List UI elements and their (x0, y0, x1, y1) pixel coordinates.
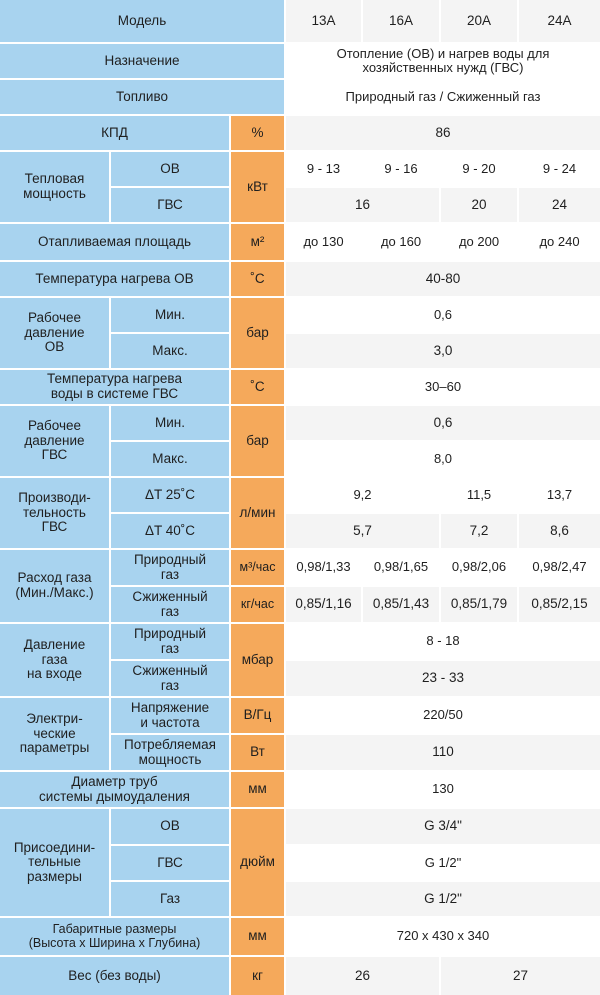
gvs-pressure-min-value: 0,6 (286, 406, 600, 440)
connections-ov-label: ОВ (111, 809, 229, 844)
electric-power-unit: Вт (231, 735, 284, 770)
electric-voltage-unit: В/Гц (231, 698, 284, 733)
model-label: Модель (0, 0, 284, 42)
efficiency-unit: % (231, 116, 284, 150)
ov-pressure-label: Рабочее давление ОВ (0, 298, 109, 368)
electric-power-value: 110 (286, 735, 600, 770)
ov-temperature-unit: ˚С (231, 262, 284, 296)
gas-consumption-liquefied-24a: 0,85/2,15 (519, 587, 600, 622)
purpose-label: Назначение (0, 44, 284, 78)
gas-consumption-natural-20a: 0,98/2,06 (441, 550, 517, 585)
gvs-capacity-dt25-13a-16a: 9,2 (286, 478, 439, 512)
thermal-power-ov-16a: 9 - 16 (363, 152, 439, 186)
gas-consumption-liquefied-unit: кг/час (231, 587, 284, 622)
weight-13a-16a: 26 (286, 957, 439, 995)
fuel-value: Природный газ / Сжиженный газ (286, 80, 600, 114)
inlet-pressure-natural-value: 8 - 18 (286, 624, 600, 659)
gvs-pressure-max-label: Макс. (111, 442, 229, 476)
gvs-capacity-dt40-13a-16a: 5,7 (286, 514, 439, 548)
gas-consumption-liquefied-13a: 0,85/1,16 (286, 587, 361, 622)
inlet-pressure-liquefied-label: Сжиженный газ (111, 661, 229, 696)
model-24a: 24A (519, 0, 600, 42)
heated-area-24a: до 240 (519, 224, 600, 260)
model-16a: 16A (363, 0, 439, 42)
heated-area-13a: до 130 (286, 224, 361, 260)
purpose-value: Отопление (ОВ) и нагрев воды для хозяйственных нужд (ГВС) (286, 44, 600, 78)
efficiency-value: 86 (286, 116, 600, 150)
ov-pressure-min-label: Мин. (111, 298, 229, 332)
gas-consumption-liquefied-label: Сжиженный газ (111, 587, 229, 622)
connections-gas-value: G 1/2" (286, 882, 600, 916)
ov-pressure-max-value: 3,0 (286, 334, 600, 368)
gvs-capacity-dt25-24a: 13,7 (519, 478, 600, 512)
gas-consumption-natural-label: Природный газ (111, 550, 229, 585)
heated-area-20a: до 200 (441, 224, 517, 260)
dimensions-label: Габаритные размеры (Высота x Ширина x Глубина) (0, 918, 229, 955)
gas-consumption-liquefied-20a: 0,85/1,79 (441, 587, 517, 622)
thermal-power-ov-13a: 9 - 13 (286, 152, 361, 186)
weight-20a-24a: 27 (441, 957, 600, 995)
inlet-pressure-natural-label: Природный газ (111, 624, 229, 659)
flue-diameter-label: Диаметр труб системы дымоудаления (0, 772, 229, 807)
thermal-power-ov-24a: 9 - 24 (519, 152, 600, 186)
connections-label: Присоедини- тельные размеры (0, 809, 109, 916)
inlet-pressure-unit: мбар (231, 624, 284, 696)
gvs-capacity-label: Производи- тельность ГВС (0, 478, 109, 548)
thermal-power-gvs-20a: 20 (441, 188, 517, 222)
ov-pressure-unit: бар (231, 298, 284, 368)
model-20a: 20A (441, 0, 517, 42)
thermal-power-gvs-label: ГВС (111, 188, 229, 222)
connections-gvs-value: G 1/2" (286, 846, 600, 880)
gvs-capacity-dt40-20a: 7,2 (441, 514, 517, 548)
fuel-label: Топливо (0, 80, 284, 114)
thermal-power-label: Тепловая мощность (0, 152, 109, 222)
thermal-power-unit: кВт (231, 152, 284, 222)
heated-area-label: Отапливаемая площадь (0, 224, 229, 260)
gvs-temperature-label: Температура нагрева воды в системе ГВС (0, 370, 229, 404)
thermal-power-gvs-13a-16a: 16 (286, 188, 439, 222)
gas-consumption-natural-unit: м³/час (231, 550, 284, 585)
flue-diameter-unit: мм (231, 772, 284, 807)
flue-diameter-value: 130 (286, 772, 600, 807)
model-13a: 13A (286, 0, 361, 42)
dimensions-value: 720 x 430 x 340 (286, 918, 600, 955)
thermal-power-ov-label: ОВ (111, 152, 229, 186)
ov-pressure-min-value: 0,6 (286, 298, 600, 332)
heated-area-unit: м² (231, 224, 284, 260)
gas-consumption-label: Расход газа (Мин./Макс.) (0, 550, 109, 622)
electric-label: Электри- ческие параметры (0, 698, 109, 770)
gvs-capacity-dt40-label: ΔT 40˚С (111, 514, 229, 548)
ov-temperature-label: Температура нагрева ОВ (0, 262, 229, 296)
weight-label: Вес (без воды) (0, 957, 229, 995)
gvs-temperature-unit: ˚С (231, 370, 284, 404)
gvs-pressure-max-value: 8,0 (286, 442, 600, 476)
ov-temperature-value: 40-80 (286, 262, 600, 296)
gvs-pressure-min-label: Мин. (111, 406, 229, 440)
connections-gvs-label: ГВС (111, 846, 229, 880)
gas-consumption-natural-24a: 0,98/2,47 (519, 550, 600, 585)
gas-consumption-natural-16a: 0,98/1,65 (363, 550, 439, 585)
gvs-capacity-unit: л/мин (231, 478, 284, 548)
gvs-capacity-dt40-24a: 8,6 (519, 514, 600, 548)
heated-area-16a: до 160 (363, 224, 439, 260)
ov-pressure-max-label: Макс. (111, 334, 229, 368)
inlet-pressure-liquefied-value: 23 - 33 (286, 661, 600, 696)
connections-gas-label: Газ (111, 882, 229, 916)
electric-power-label: Потребляемая мощность (111, 735, 229, 770)
gvs-capacity-dt25-label: ΔT 25˚С (111, 478, 229, 512)
gas-consumption-natural-13a: 0,98/1,33 (286, 550, 361, 585)
dimensions-unit: мм (231, 918, 284, 955)
electric-voltage-label: Напряжение и частота (111, 698, 229, 733)
efficiency-label: КПД (0, 116, 229, 150)
electric-voltage-value: 220/50 (286, 698, 600, 733)
gvs-capacity-dt25-20a: 11,5 (441, 478, 517, 512)
thermal-power-gvs-24a: 24 (519, 188, 600, 222)
connections-unit: дюйм (231, 809, 284, 916)
gas-consumption-liquefied-16a: 0,85/1,43 (363, 587, 439, 622)
gvs-temperature-value: 30–60 (286, 370, 600, 404)
connections-ov-value: G 3/4" (286, 809, 600, 844)
inlet-pressure-label: Давление газа на входе (0, 624, 109, 696)
gvs-pressure-label: Рабочее давление ГВС (0, 406, 109, 476)
weight-unit: кг (231, 957, 284, 995)
gvs-pressure-unit: бар (231, 406, 284, 476)
thermal-power-ov-20a: 9 - 20 (441, 152, 517, 186)
